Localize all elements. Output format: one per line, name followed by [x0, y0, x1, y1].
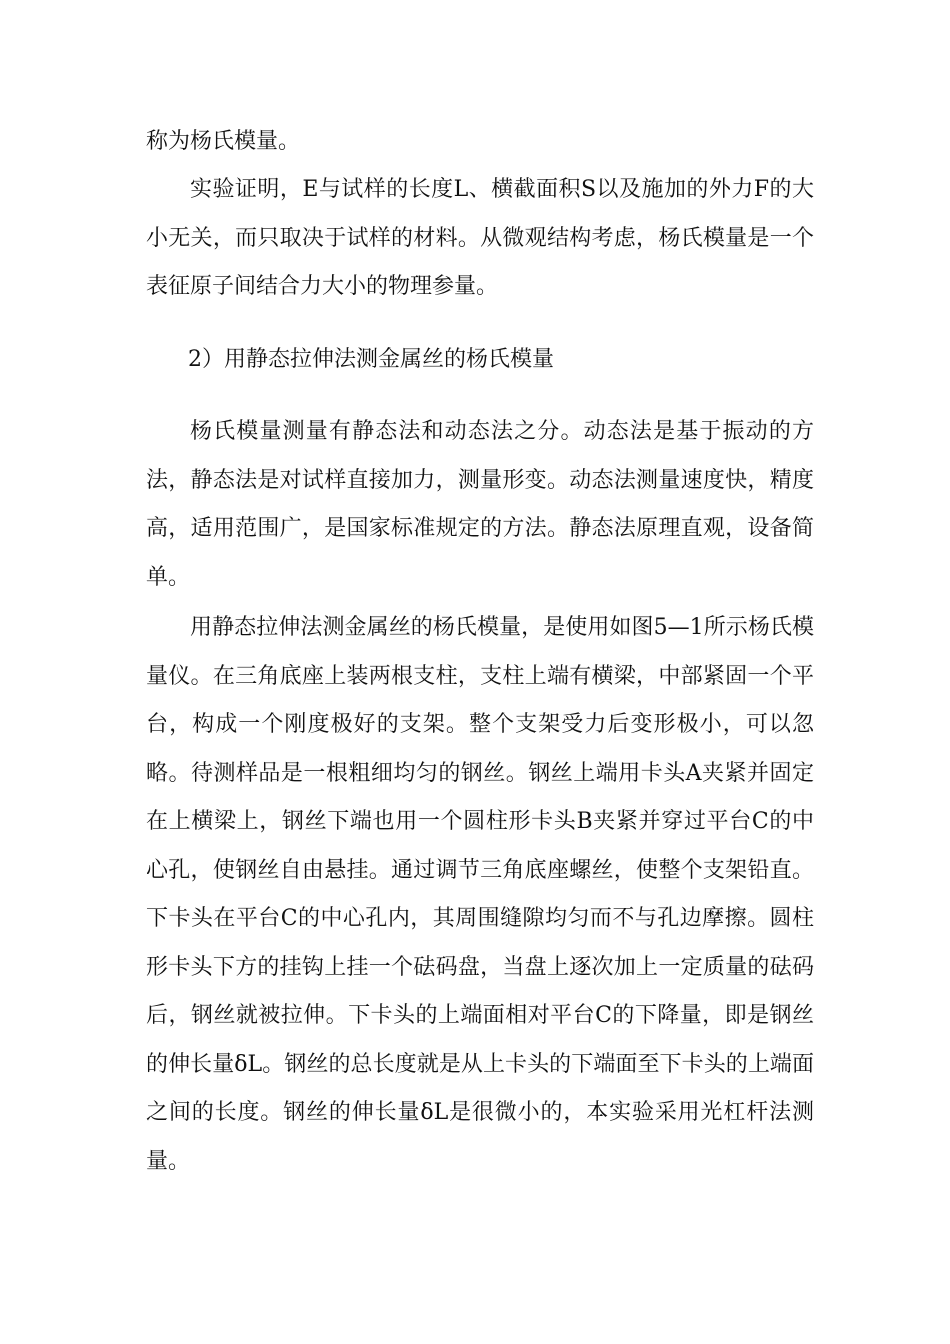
paragraph-apparatus: 用静态拉伸法测金属丝的杨氏模量，是使用如图5—1所示杨氏模量仪。在三角底座上装两根支柱，支柱上端有横梁，中部紧固一个平台，构成一个刚度极好的支架。整个支架受力后变形极小，可以忽略。待测样品是一根粗细均匀的钢丝。钢丝上端用卡头A夹紧并固定在上横梁上，钢丝下端也用一个圆柱形卡头B夹紧并穿过平台C的中心孔，使钢丝自由悬挂。通过调节三角底座螺丝，使整个支架铅直。下卡头在平台C的中心孔内，其周围缝隙均匀而不与孔边摩擦。圆柱形卡头下方的挂钩上挂一个砝码盘，当盘上逐次加上一定质量的砝码后，钢丝就被拉伸。下卡头的上端面相对平台C的下降量，即是钢丝的伸长量δL。钢丝的总长度就是从上卡头的下端面至下卡头的上端面之间的长度。钢丝的伸长量δL是很微小的，本实验采用光杠杆法测量。: [146, 615, 814, 1174]
paragraph-methods: 杨氏模量测量有静态法和动态法之分。动态法是基于振动的方法，静态法是对试样直接加力，测量形变。动态法测量速度快，精度高，适用范围广，是国家标准规定的方法。静态法原理直观，设备简单。: [146, 419, 814, 590]
paragraph-continuation: 称为杨氏模量。: [146, 129, 301, 154]
section-heading: 2）用静态拉伸法测金属丝的杨氏模量: [188, 347, 554, 372]
paragraph-independence: 实验证明，E与试样的长度L、横截面积S以及施加的外力F的大小无关，而只取决于试样的材料。从微观结构考虑，杨氏模量是一个表征原子间结合力大小的物理参量。: [146, 177, 814, 299]
